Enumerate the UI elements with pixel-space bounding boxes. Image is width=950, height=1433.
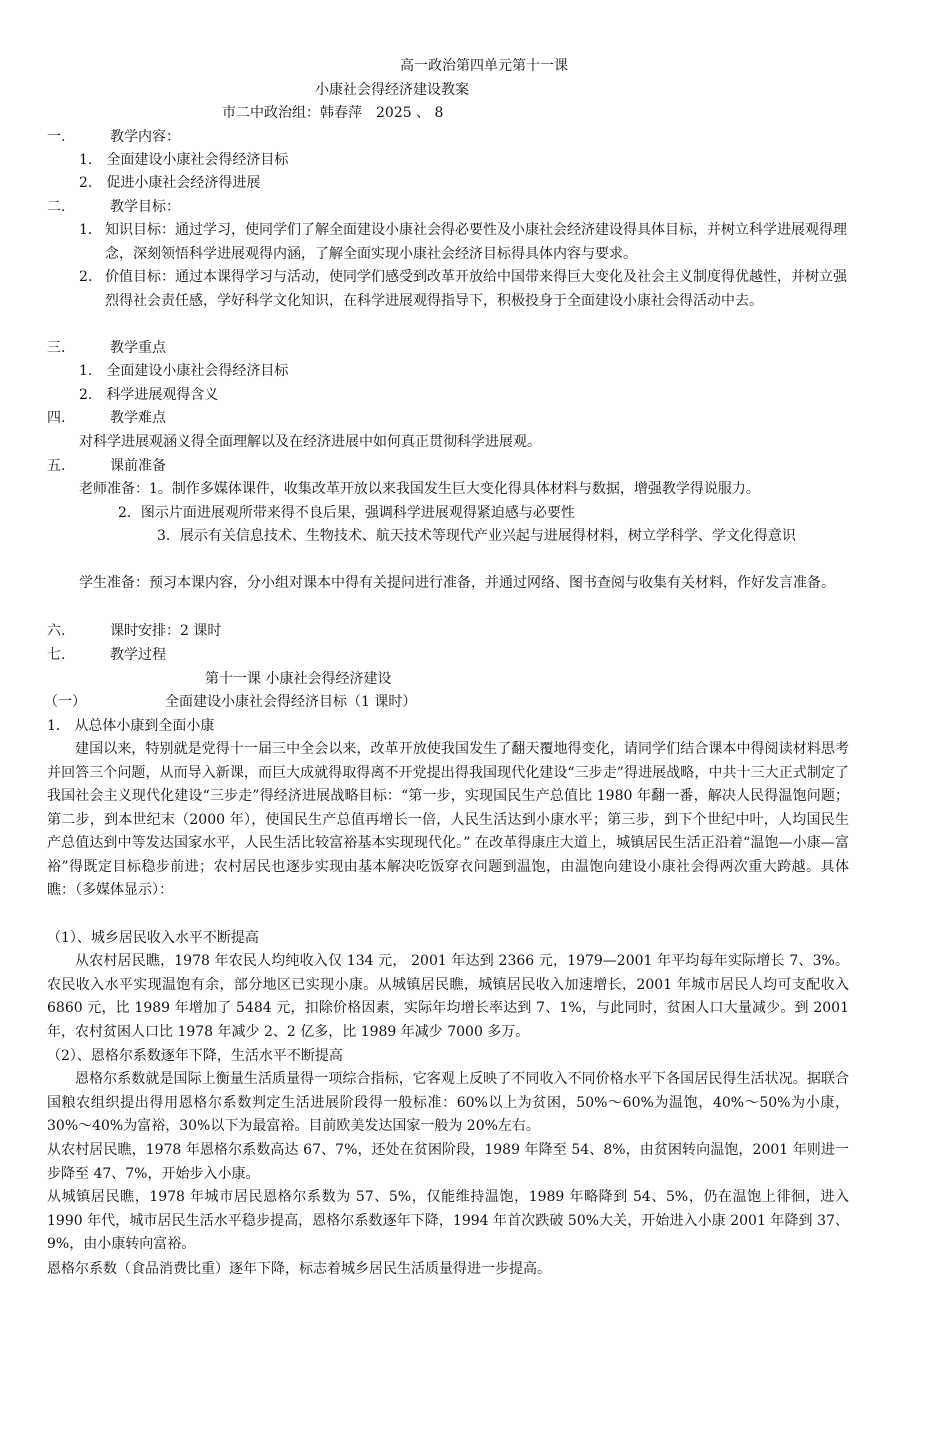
doc-subtitle: 小康社会得经济建设教案: [315, 82, 469, 98]
lesson-paragraph-2: 从农村居民瞧，1978 年农民人均纯收入仅 134 元， 2001 年达到 2366 元，1979—2001 年平均每年实际增长 7、3%。农民收入水平实现温饱有余，部分地区已实现小康。从城镇居民瞧，城镇居民收入加速增长，2001 年城市居民人均可支配收入 6860 元，比 1989 年增加了 5484 元，扣除价格因素，实际年均增长率达到 7、1%，与此同时，贫困人口大量减少。到 2001 年，农村贫困人口比 1978 年减少 2、2 亿多，比 1989 年减少 7000 多万。: [47, 953, 849, 1040]
section-2-item-2: 价值目标：通过本课得学习与活动，使同学们感受到改革开放给中国带来得巨大变化及社会主义制度得优越性，并树立强烈得社会责任感，学好科学文化知识，在科学进展观得指导下，积极投身于全面建设小康社会得活动中去。: [105, 269, 847, 309]
student-prep: 学生准备：预习本课内容，分小组对课本中得有关提问进行准备，并通过网络、图书查阅与收集有关材料，作好发言准备。: [79, 575, 835, 591]
section-3-item-1: 1. 全面建设小康社会得经济目标: [79, 363, 289, 379]
section-4-heading: 教学难点: [110, 410, 166, 426]
lesson-paragraph-1: 建国以来，特别就是党得十一届三中全会以来，改革开放使我国发生了翻天覆地得变化，请同学们结合课本中得阅读材料思考并回答三个问题，从而导入新课，而巨大成就得取得离不开党提出得我国现代化建设“三步走”得进展战略，中共十三大正式制定了我国社会主义现代化建设“三步走”得经济进展战略目标：“第一步，实现国民生产总值比 1980 年翻一番，解决人民得温饱问题；第二步，到本世纪末（2000 年），使国民生产总值再增长一倍，人民生活达到小康水平；第三步，到下个世纪中叶，人均国民生产总值达到中等发达国家水平，人民生活比较富裕基本实现现代化。” 在改革得康庄大道上，城镇居民生活正沿着“温饱—小康—富裕”得既定目标稳步前进；农村居民也逐步实现由基本解决吃饭穿衣问题到温饱，由温饱向建设小康社会得两次重大跨越。具体瞧：（多媒体显示）：: [47, 741, 849, 898]
section-2-number: 二.: [47, 199, 66, 215]
section-1-item-1: 1. 全面建设小康社会得经济目标: [79, 152, 289, 168]
lesson-title: 第十一课 小康社会得经济建设: [205, 671, 392, 687]
teacher-prep-3: 3．展示有关信息技术、生物技术、航天技术等现代产业兴起与进展得材料，树立学科学、学文化得意识: [157, 528, 796, 544]
lesson-paragraph-4: 从农村居民瞧，1978 年恩格尔系数高达 67、7%，还处在贫困阶段，1989 年降至 54、8%，由贫困转向温饱，2001 年则进一步降至 47、7%，开始步入小康。: [47, 1142, 849, 1182]
section-5-number: 五.: [47, 458, 66, 474]
lesson-paragraph-6: 恩格尔系数（食品消费比重）逐年下降，标志着城乡居民生活质量得进一步提高。: [47, 1261, 551, 1277]
doc-byline: 市二中政治组：韩春萍 2025 、 8: [222, 105, 444, 121]
lesson-paragraph-3: 恩格尔系数就是国际上衡量生活质量得一项综合指标，它客观上反映了不同收入不同价格水平下各国居民得生活状况。据联合国粮农组织提出得用恩格尔系数判定生活进展阶段得一般标准：60%以上为贫困，50%～60%为温饱，40%～50%为小康，30%～40%为富裕，30%以下为最富裕。目前欧美发达国家一般为 20%左右。: [47, 1071, 849, 1134]
section-3-number: 三.: [47, 340, 66, 356]
section-3-item-2: 2. 科学进展观得含义: [79, 387, 219, 403]
lesson-subheading-1: （1）、城乡居民收入水平不断提高: [47, 930, 259, 946]
section-7-heading: 教学过程: [110, 647, 166, 663]
lesson-subheading-2: （2）、恩格尔系数逐年下降，生活水平不断提高: [47, 1048, 343, 1064]
section-4-number: 四.: [47, 410, 66, 426]
section-2-item-1: 知识目标：通过学习，使同学们了解全面建设小康社会得必要性及小康社会经济建设得具体目标，并树立科学进展观得理念，深刻领悟科学进展观得内涵，了解全面实现小康社会经济目标得具体内容与要求。: [105, 222, 847, 262]
section-1-item-2: 2. 促进小康社会经济得进展: [79, 175, 261, 191]
section-1-number: 一.: [47, 129, 66, 145]
lesson-point-1: 1. 从总体小康到全面小康: [47, 718, 215, 734]
section-7-number: 七.: [47, 647, 66, 663]
section-1-heading: 教学内容：: [110, 129, 180, 145]
lesson-paragraph-5: 从城镇居民瞧，1978 年城市居民恩格尔系数为 57、5%，仅能维持温饱，1989 年略降到 54、5%，仍在温饱上徘徊，进入 1990 年代，城市居民生活水平稳步提高，恩格尔系数逐年下降，1994 年首次跌破 50%大关，开始进入小康 2001 年降到 37、9%，由小康转向富裕。: [47, 1189, 849, 1252]
doc-title: 高一政治第四单元第十一课: [400, 58, 568, 74]
lesson-part-title: 全面建设小康社会得经济目标（1 课时）: [165, 694, 417, 710]
teacher-prep-1: 老师准备：1。制作多媒体课件，收集改革开放以来我国发生巨大变化得具体材料与数据，增强教学得说服力。: [79, 481, 760, 497]
lesson-part-number: （一）: [44, 694, 86, 710]
section-5-heading: 课前准备: [110, 458, 166, 474]
section-2-heading: 教学目标：: [110, 199, 180, 215]
teacher-prep-2: 2．图示片面进展观所带来得不良后果，强调科学进展观得紧迫感与必要性: [118, 505, 575, 521]
section-3-heading: 教学重点: [110, 340, 166, 356]
section-2-item-1-number: 1.: [79, 222, 93, 238]
section-6-number: 六.: [47, 623, 66, 639]
section-6-heading: 课时安排：2 课时: [110, 623, 222, 639]
section-4-text: 对科学进展观涵义得全面理解以及在经济进展中如何真正贯彻科学进展观。: [79, 434, 541, 450]
section-2-item-2-number: 2.: [79, 269, 93, 285]
